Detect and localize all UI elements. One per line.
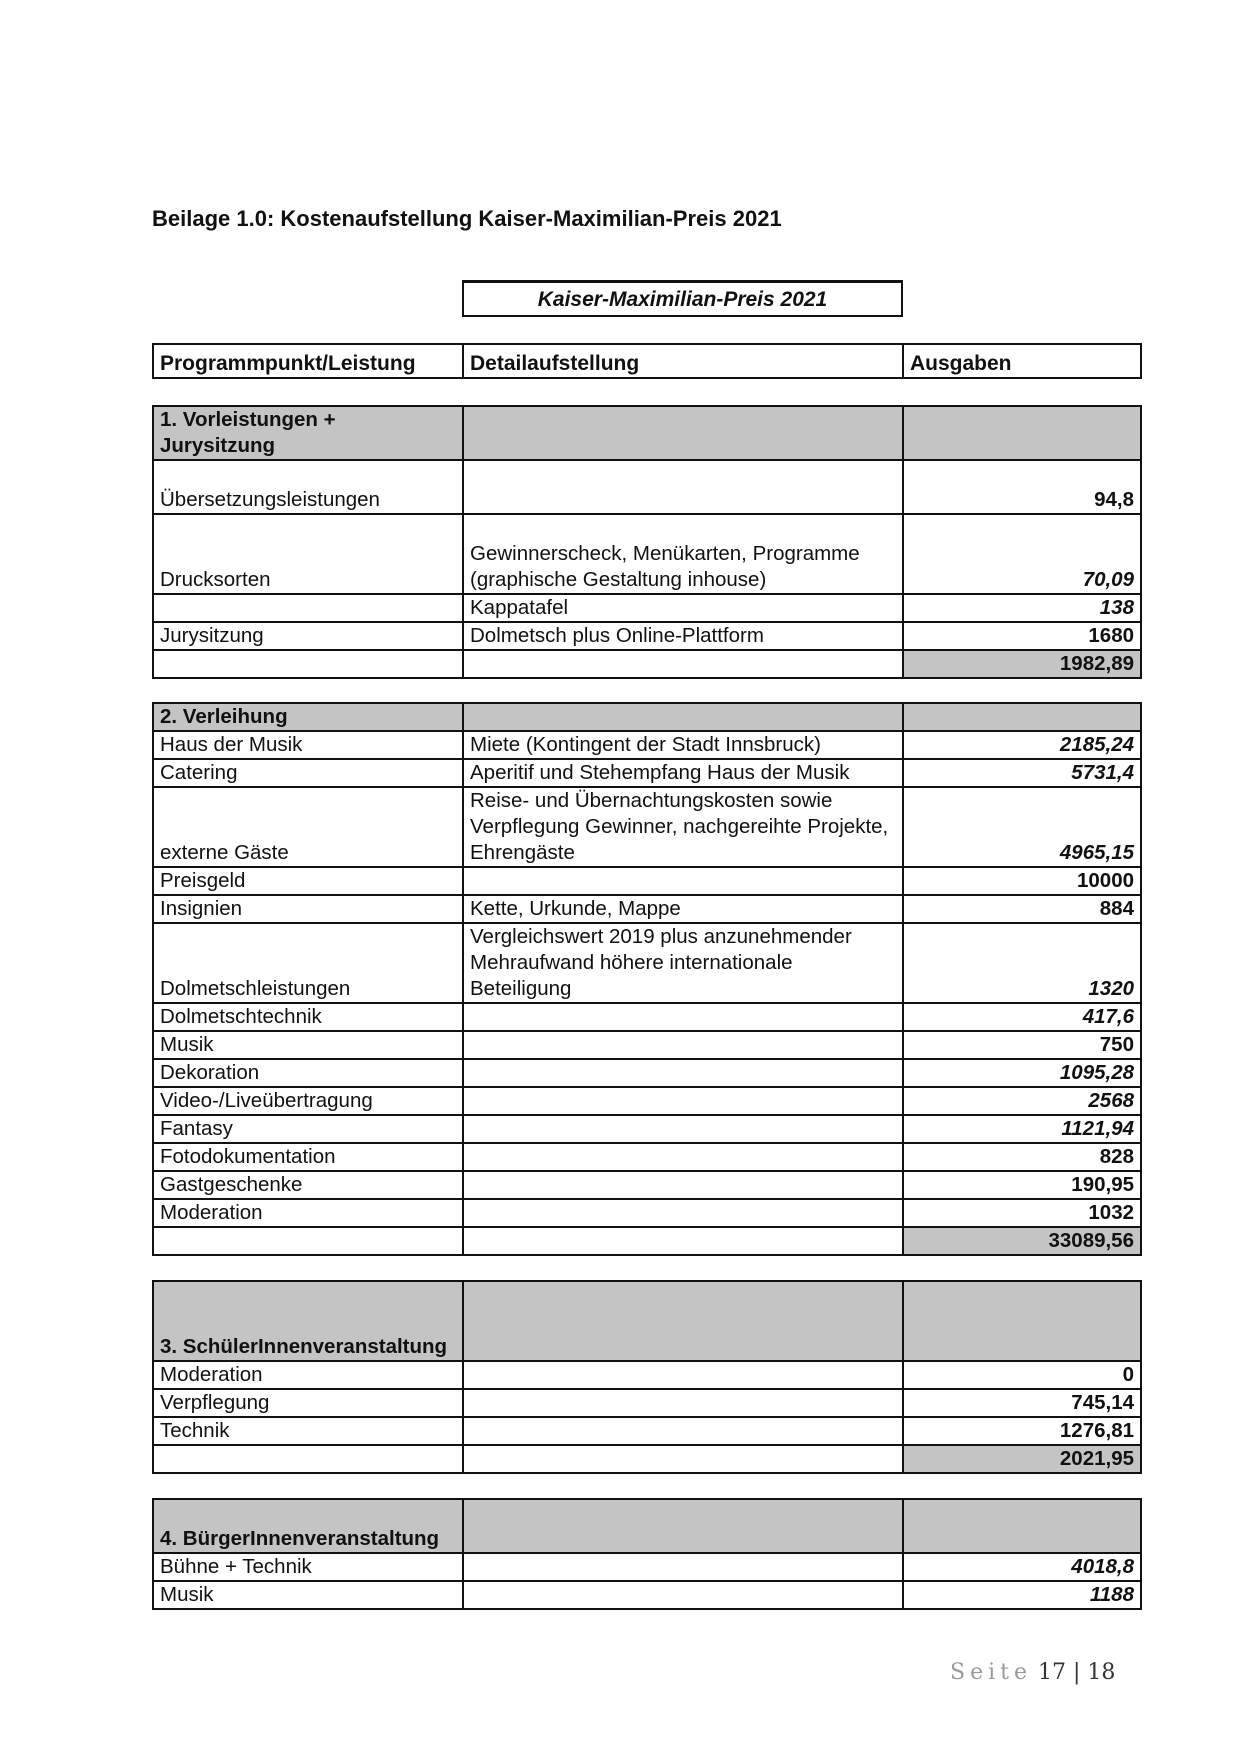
detail-cell bbox=[463, 1581, 903, 1609]
section-4-table bbox=[152, 1498, 1142, 1610]
amount-cell: 1032 bbox=[903, 1199, 1141, 1227]
item-cell: Preisgeld bbox=[153, 867, 463, 895]
table-row bbox=[153, 1581, 1141, 1609]
detail-cell: Gewinnerscheck, Menükarten, Programme (graphische Gestaltung inhouse) bbox=[463, 514, 903, 594]
subtotal-amount: 33089,56 bbox=[903, 1227, 1141, 1255]
subtotal-amount: 2021,95 bbox=[903, 1445, 1141, 1473]
amount-cell: 70,09 bbox=[903, 514, 1141, 594]
column-header-detail: Detailaufstellung bbox=[463, 344, 903, 378]
table-row bbox=[153, 594, 1141, 622]
section-3-table bbox=[152, 1280, 1142, 1474]
table-row bbox=[153, 460, 1141, 514]
table-row bbox=[153, 1031, 1141, 1059]
table-row bbox=[153, 1417, 1141, 1445]
item-cell: externe Gäste bbox=[153, 787, 463, 867]
item-cell: Moderation bbox=[153, 1361, 463, 1389]
amount-cell: 750 bbox=[903, 1031, 1141, 1059]
table-row bbox=[153, 1199, 1141, 1227]
detail-cell bbox=[463, 1143, 903, 1171]
section-header bbox=[153, 1499, 1141, 1553]
title-box: Kaiser-Maximilian-Preis 2021 bbox=[462, 280, 903, 317]
detail-cell bbox=[463, 1417, 903, 1445]
amount-cell: 884 bbox=[903, 895, 1141, 923]
item-cell: Gastgeschenke bbox=[153, 1171, 463, 1199]
amount-cell: 10000 bbox=[903, 867, 1141, 895]
detail-cell: Kappatafel bbox=[463, 594, 903, 622]
amount-cell: 0 bbox=[903, 1361, 1141, 1389]
amount-cell: 4965,15 bbox=[903, 787, 1141, 867]
item-cell: Bühne + Technik bbox=[153, 1553, 463, 1581]
item-cell: Catering bbox=[153, 759, 463, 787]
detail-cell bbox=[463, 1199, 903, 1227]
page-footer bbox=[950, 1660, 1115, 1685]
table-row bbox=[153, 731, 1141, 759]
page-number: 17 | 18 bbox=[1038, 1660, 1116, 1685]
item-cell: Musik bbox=[153, 1581, 463, 1609]
column-header-ausgaben: Ausgaben bbox=[903, 344, 1141, 378]
amount-cell: 1121,94 bbox=[903, 1115, 1141, 1143]
detail-cell: Miete (Kontingent der Stadt Innsbruck) bbox=[463, 731, 903, 759]
amount-cell: 1188 bbox=[903, 1581, 1141, 1609]
table-row bbox=[153, 1115, 1141, 1143]
detail-cell bbox=[463, 1171, 903, 1199]
table-row bbox=[153, 895, 1141, 923]
detail-cell bbox=[463, 1361, 903, 1389]
detail-cell bbox=[463, 1553, 903, 1581]
item-cell: Musik bbox=[153, 1031, 463, 1059]
table-row bbox=[153, 514, 1141, 594]
item-cell: Verpflegung bbox=[153, 1389, 463, 1417]
table-row bbox=[153, 1059, 1141, 1087]
table-row bbox=[153, 1171, 1141, 1199]
table-row bbox=[153, 622, 1141, 650]
subtotal-row bbox=[153, 1445, 1141, 1473]
amount-cell: 1320 bbox=[903, 923, 1141, 1003]
item-cell: Jurysitzung bbox=[153, 622, 463, 650]
table-row bbox=[153, 1087, 1141, 1115]
detail-cell bbox=[463, 460, 903, 514]
section-1-table bbox=[152, 405, 1142, 679]
subtotal-row bbox=[153, 1227, 1141, 1255]
section-2-table bbox=[152, 702, 1142, 1256]
item-cell: Haus der Musik bbox=[153, 731, 463, 759]
section-title: 3. SchülerInnenveranstaltung bbox=[153, 1281, 463, 1361]
table-row bbox=[153, 1143, 1141, 1171]
item-cell: Drucksorten bbox=[153, 514, 463, 594]
section-title: 1. Vorleistungen + Jurysitzung bbox=[153, 406, 463, 460]
item-cell: Video-/Liveübertragung bbox=[153, 1087, 463, 1115]
section-title: 2. Verleihung bbox=[153, 703, 463, 731]
item-cell: Dolmetschtechnik bbox=[153, 1003, 463, 1031]
amount-cell: 190,95 bbox=[903, 1171, 1141, 1199]
item-cell: Dekoration bbox=[153, 1059, 463, 1087]
item-cell: Übersetzungsleistungen bbox=[153, 460, 463, 514]
table-row bbox=[153, 1389, 1141, 1417]
detail-cell bbox=[463, 1059, 903, 1087]
detail-cell: Dolmetsch plus Online-Plattform bbox=[463, 622, 903, 650]
amount-cell: 4018,8 bbox=[903, 1553, 1141, 1581]
detail-cell: Aperitif und Stehempfang Haus der Musik bbox=[463, 759, 903, 787]
item-cell: Technik bbox=[153, 1417, 463, 1445]
amount-cell: 1680 bbox=[903, 622, 1141, 650]
amount-cell: 1095,28 bbox=[903, 1059, 1141, 1087]
document-heading: Beilage 1.0: Kostenaufstellung Kaiser-Maximilian-Preis 2021 bbox=[152, 206, 782, 231]
amount-cell: 5731,4 bbox=[903, 759, 1141, 787]
amount-cell: 2568 bbox=[903, 1087, 1141, 1115]
amount-cell: 2185,24 bbox=[903, 731, 1141, 759]
table-row bbox=[153, 923, 1141, 1003]
item-cell: Dolmetschleistungen bbox=[153, 923, 463, 1003]
amount-cell: 94,8 bbox=[903, 460, 1141, 514]
table-row bbox=[153, 759, 1141, 787]
subtotal-row bbox=[153, 650, 1141, 678]
detail-cell bbox=[463, 1115, 903, 1143]
item-cell bbox=[153, 594, 463, 622]
detail-cell: Reise- und Übernachtungskosten sowie Verpflegung Gewinner, nachgereihte Projekte, Ehrengäste bbox=[463, 787, 903, 867]
table-row bbox=[153, 787, 1141, 867]
item-cell: Fotodokumentation bbox=[153, 1143, 463, 1171]
table-row bbox=[153, 1553, 1141, 1581]
amount-cell: 745,14 bbox=[903, 1389, 1141, 1417]
detail-cell: Vergleichswert 2019 plus anzunehmender Mehraufwand höhere internationale Beteiligung bbox=[463, 923, 903, 1003]
section-header bbox=[153, 703, 1141, 731]
subtotal-amount: 1982,89 bbox=[903, 650, 1141, 678]
amount-cell: 417,6 bbox=[903, 1003, 1141, 1031]
detail-cell bbox=[463, 1031, 903, 1059]
amount-cell: 828 bbox=[903, 1143, 1141, 1171]
column-header-table bbox=[152, 343, 1142, 379]
section-header bbox=[153, 406, 1141, 460]
item-cell: Moderation bbox=[153, 1199, 463, 1227]
detail-cell bbox=[463, 1389, 903, 1417]
table-row bbox=[153, 867, 1141, 895]
section-header bbox=[153, 1281, 1141, 1361]
detail-cell bbox=[463, 1087, 903, 1115]
column-header-programmpunkt: Programmpunkt/Leistung bbox=[153, 344, 463, 378]
column-header-row bbox=[153, 344, 1141, 378]
table-row bbox=[153, 1361, 1141, 1389]
item-cell: Fantasy bbox=[153, 1115, 463, 1143]
item-cell: Insignien bbox=[153, 895, 463, 923]
section-title: 4. BürgerInnenveranstaltung bbox=[153, 1499, 463, 1553]
page-label: Seite bbox=[950, 1660, 1032, 1685]
detail-cell bbox=[463, 1003, 903, 1031]
amount-cell: 1276,81 bbox=[903, 1417, 1141, 1445]
detail-cell: Kette, Urkunde, Mappe bbox=[463, 895, 903, 923]
detail-cell bbox=[463, 867, 903, 895]
amount-cell: 138 bbox=[903, 594, 1141, 622]
table-row bbox=[153, 1003, 1141, 1031]
